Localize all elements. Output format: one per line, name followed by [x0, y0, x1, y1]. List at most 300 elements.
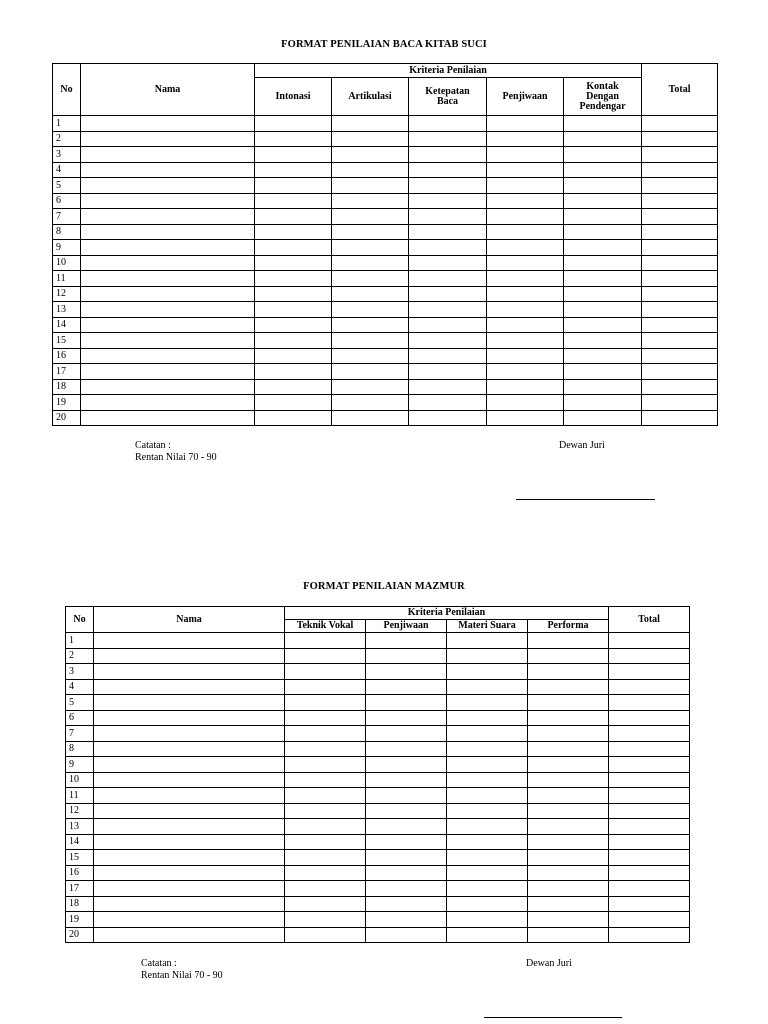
total-cell[interactable]: [642, 395, 718, 411]
name-cell[interactable]: [94, 741, 285, 757]
row-number: 1: [53, 116, 81, 132]
score-cell[interactable]: [332, 116, 409, 132]
score-cell[interactable]: [366, 803, 447, 819]
row-number: 11: [53, 271, 81, 287]
total-cell[interactable]: [642, 379, 718, 395]
score-cell[interactable]: [528, 648, 609, 664]
name-cell[interactable]: [81, 193, 255, 209]
score-cell[interactable]: [447, 633, 528, 649]
score-cell[interactable]: [285, 726, 366, 742]
score-cell[interactable]: [285, 881, 366, 897]
score-cell[interactable]: [447, 834, 528, 850]
score-cell[interactable]: [487, 224, 564, 240]
score-cell[interactable]: [366, 726, 447, 742]
score-cell[interactable]: [409, 364, 487, 380]
form1-note-label: Catatan :: [135, 440, 171, 451]
score-cell[interactable]: [332, 379, 409, 395]
total-cell[interactable]: [609, 927, 690, 943]
header-kriteria: Kriteria Penilaian: [285, 607, 609, 620]
total-cell[interactable]: [609, 648, 690, 664]
score-cell[interactable]: [366, 695, 447, 711]
table-row: [66, 633, 690, 649]
score-cell[interactable]: [409, 333, 487, 349]
score-cell[interactable]: [366, 664, 447, 680]
score-cell[interactable]: [366, 819, 447, 835]
score-cell[interactable]: [332, 348, 409, 364]
row-number: 14: [53, 317, 81, 333]
total-cell[interactable]: [642, 147, 718, 163]
total-cell[interactable]: [642, 193, 718, 209]
score-cell[interactable]: [564, 348, 642, 364]
total-cell[interactable]: [609, 741, 690, 757]
score-cell[interactable]: [255, 147, 332, 163]
table-row: [53, 255, 718, 271]
score-cell[interactable]: [487, 193, 564, 209]
total-cell[interactable]: [609, 757, 690, 773]
score-cell[interactable]: [447, 664, 528, 680]
score-cell[interactable]: [487, 286, 564, 302]
header-kriteria: Kriteria Penilaian: [255, 64, 642, 78]
score-cell[interactable]: [487, 333, 564, 349]
score-cell[interactable]: [255, 379, 332, 395]
score-cell[interactable]: [255, 395, 332, 411]
name-cell[interactable]: [81, 317, 255, 333]
table-row: [53, 286, 718, 302]
table-row: [66, 757, 690, 773]
score-cell[interactable]: [255, 209, 332, 225]
score-cell[interactable]: [487, 131, 564, 147]
score-cell[interactable]: [487, 178, 564, 194]
score-cell[interactable]: [447, 788, 528, 804]
score-cell[interactable]: [564, 255, 642, 271]
name-cell[interactable]: [94, 850, 285, 866]
table-row: [53, 395, 718, 411]
score-cell[interactable]: [564, 364, 642, 380]
score-cell[interactable]: [409, 271, 487, 287]
name-cell[interactable]: [81, 395, 255, 411]
total-cell[interactable]: [609, 865, 690, 881]
score-cell[interactable]: [255, 333, 332, 349]
score-cell[interactable]: [528, 819, 609, 835]
total-cell[interactable]: [609, 803, 690, 819]
score-cell[interactable]: [564, 178, 642, 194]
score-cell[interactable]: [409, 162, 487, 178]
score-cell[interactable]: [255, 178, 332, 194]
name-cell[interactable]: [94, 865, 285, 881]
score-cell[interactable]: [255, 193, 332, 209]
score-cell[interactable]: [487, 302, 564, 318]
score-cell[interactable]: [255, 302, 332, 318]
score-cell[interactable]: [255, 224, 332, 240]
score-cell[interactable]: [409, 379, 487, 395]
total-cell[interactable]: [642, 162, 718, 178]
score-cell[interactable]: [409, 131, 487, 147]
score-cell[interactable]: [487, 271, 564, 287]
score-cell[interactable]: [528, 927, 609, 943]
name-cell[interactable]: [94, 772, 285, 788]
score-cell[interactable]: [332, 224, 409, 240]
header-ketepatan-baca: Ketepatan Baca: [409, 78, 487, 116]
score-cell[interactable]: [564, 240, 642, 256]
score-cell[interactable]: [285, 834, 366, 850]
score-cell[interactable]: [409, 193, 487, 209]
score-cell[interactable]: [487, 255, 564, 271]
form2-note-label: Catatan :: [141, 958, 177, 969]
header-penjiwaan: Penjiwaan: [366, 620, 447, 633]
row-number: 10: [66, 772, 94, 788]
score-cell[interactable]: [285, 788, 366, 804]
score-cell[interactable]: [447, 819, 528, 835]
score-cell[interactable]: [447, 726, 528, 742]
score-cell[interactable]: [564, 395, 642, 411]
score-cell[interactable]: [366, 710, 447, 726]
name-cell[interactable]: [81, 286, 255, 302]
total-cell[interactable]: [642, 178, 718, 194]
total-cell[interactable]: [642, 302, 718, 318]
score-cell[interactable]: [487, 348, 564, 364]
table-row: [66, 788, 690, 804]
row-number: 6: [66, 710, 94, 726]
total-cell[interactable]: [642, 364, 718, 380]
score-cell[interactable]: [366, 757, 447, 773]
score-cell[interactable]: [487, 364, 564, 380]
score-cell[interactable]: [447, 757, 528, 773]
score-cell[interactable]: [285, 912, 366, 928]
total-cell[interactable]: [642, 333, 718, 349]
score-cell[interactable]: [285, 819, 366, 835]
total-cell[interactable]: [609, 912, 690, 928]
score-cell[interactable]: [366, 679, 447, 695]
total-cell[interactable]: [642, 271, 718, 287]
name-cell[interactable]: [94, 757, 285, 773]
row-number: 19: [66, 912, 94, 928]
total-cell[interactable]: [609, 664, 690, 680]
score-cell[interactable]: [528, 896, 609, 912]
score-cell[interactable]: [564, 333, 642, 349]
total-cell[interactable]: [609, 788, 690, 804]
score-cell[interactable]: [285, 896, 366, 912]
score-cell[interactable]: [528, 741, 609, 757]
score-cell[interactable]: [564, 302, 642, 318]
name-cell[interactable]: [94, 896, 285, 912]
score-cell[interactable]: [447, 772, 528, 788]
row-number: 18: [66, 896, 94, 912]
total-cell[interactable]: [609, 881, 690, 897]
score-cell[interactable]: [487, 116, 564, 132]
score-cell[interactable]: [285, 865, 366, 881]
score-cell[interactable]: [487, 240, 564, 256]
name-cell[interactable]: [81, 240, 255, 256]
score-cell[interactable]: [564, 379, 642, 395]
name-cell[interactable]: [81, 147, 255, 163]
row-number: 7: [53, 209, 81, 225]
total-cell[interactable]: [609, 896, 690, 912]
score-cell[interactable]: [255, 348, 332, 364]
score-cell[interactable]: [528, 679, 609, 695]
score-cell[interactable]: [487, 395, 564, 411]
score-cell[interactable]: [332, 240, 409, 256]
total-cell[interactable]: [609, 695, 690, 711]
score-cell[interactable]: [255, 410, 332, 426]
name-cell[interactable]: [94, 803, 285, 819]
score-cell[interactable]: [409, 286, 487, 302]
score-cell[interactable]: [332, 333, 409, 349]
row-number: 12: [53, 286, 81, 302]
total-cell[interactable]: [609, 850, 690, 866]
score-cell[interactable]: [332, 255, 409, 271]
name-cell[interactable]: [81, 348, 255, 364]
score-cell[interactable]: [528, 865, 609, 881]
total-cell[interactable]: [642, 240, 718, 256]
table-row: [66, 710, 690, 726]
row-number: 15: [53, 333, 81, 349]
score-cell[interactable]: [564, 286, 642, 302]
total-cell[interactable]: [609, 772, 690, 788]
score-cell[interactable]: [528, 788, 609, 804]
score-cell[interactable]: [255, 364, 332, 380]
score-cell[interactable]: [285, 664, 366, 680]
name-cell[interactable]: [94, 726, 285, 742]
score-cell[interactable]: [366, 741, 447, 757]
row-number: 17: [53, 364, 81, 380]
total-cell[interactable]: [609, 834, 690, 850]
score-cell[interactable]: [285, 679, 366, 695]
score-cell[interactable]: [255, 255, 332, 271]
name-cell[interactable]: [94, 834, 285, 850]
name-cell[interactable]: [94, 648, 285, 664]
header-teknik-vokal: Teknik Vokal: [285, 620, 366, 633]
name-cell[interactable]: [81, 364, 255, 380]
score-cell[interactable]: [528, 850, 609, 866]
score-cell[interactable]: [528, 834, 609, 850]
score-cell[interactable]: [409, 410, 487, 426]
row-number: 2: [66, 648, 94, 664]
score-cell[interactable]: [528, 633, 609, 649]
score-cell[interactable]: [564, 271, 642, 287]
score-cell[interactable]: [332, 286, 409, 302]
score-cell[interactable]: [332, 209, 409, 225]
row-number: 6: [53, 193, 81, 209]
score-cell[interactable]: [366, 865, 447, 881]
row-number: 3: [66, 664, 94, 680]
score-cell[interactable]: [487, 317, 564, 333]
score-cell[interactable]: [332, 131, 409, 147]
score-cell[interactable]: [409, 302, 487, 318]
score-cell[interactable]: [255, 162, 332, 178]
score-cell[interactable]: [409, 240, 487, 256]
row-number: 1: [66, 633, 94, 649]
score-cell[interactable]: [528, 695, 609, 711]
score-cell[interactable]: [528, 664, 609, 680]
name-cell[interactable]: [81, 209, 255, 225]
score-cell[interactable]: [564, 317, 642, 333]
score-cell[interactable]: [447, 881, 528, 897]
total-cell[interactable]: [642, 209, 718, 225]
header-nama: Nama: [81, 64, 255, 116]
name-cell[interactable]: [94, 912, 285, 928]
table-row: [66, 881, 690, 897]
score-cell[interactable]: [366, 912, 447, 928]
score-cell[interactable]: [366, 648, 447, 664]
score-cell[interactable]: [255, 271, 332, 287]
score-cell[interactable]: [366, 633, 447, 649]
name-cell[interactable]: [94, 664, 285, 680]
name-cell[interactable]: [81, 379, 255, 395]
table-row: [53, 116, 718, 132]
score-cell[interactable]: [255, 240, 332, 256]
name-cell[interactable]: [81, 271, 255, 287]
score-cell[interactable]: [487, 379, 564, 395]
score-cell[interactable]: [409, 147, 487, 163]
total-cell[interactable]: [609, 679, 690, 695]
name-cell[interactable]: [81, 333, 255, 349]
score-cell[interactable]: [409, 224, 487, 240]
name-cell[interactable]: [81, 302, 255, 318]
score-cell[interactable]: [409, 209, 487, 225]
score-cell[interactable]: [447, 896, 528, 912]
total-cell[interactable]: [642, 255, 718, 271]
score-cell[interactable]: [366, 834, 447, 850]
name-cell[interactable]: [81, 131, 255, 147]
score-cell[interactable]: [487, 162, 564, 178]
score-cell[interactable]: [255, 116, 332, 132]
score-cell[interactable]: [332, 395, 409, 411]
score-cell[interactable]: [447, 865, 528, 881]
form1-title: FORMAT PENILAIAN BACA KITAB SUCI: [281, 39, 487, 50]
score-cell[interactable]: [332, 193, 409, 209]
score-cell[interactable]: [366, 850, 447, 866]
score-cell[interactable]: [409, 116, 487, 132]
score-cell[interactable]: [366, 927, 447, 943]
score-cell[interactable]: [564, 193, 642, 209]
total-cell[interactable]: [642, 224, 718, 240]
name-cell[interactable]: [94, 819, 285, 835]
score-cell[interactable]: [285, 850, 366, 866]
score-cell[interactable]: [487, 410, 564, 426]
total-cell[interactable]: [609, 710, 690, 726]
name-cell[interactable]: [81, 178, 255, 194]
score-cell[interactable]: [528, 881, 609, 897]
total-cell[interactable]: [609, 726, 690, 742]
score-cell[interactable]: [409, 348, 487, 364]
score-cell[interactable]: [366, 881, 447, 897]
score-cell[interactable]: [366, 896, 447, 912]
score-cell[interactable]: [447, 803, 528, 819]
name-cell[interactable]: [94, 633, 285, 649]
score-cell[interactable]: [447, 912, 528, 928]
table-row: [53, 147, 718, 163]
score-cell[interactable]: [409, 317, 487, 333]
form2-title: FORMAT PENILAIAN MAZMUR: [303, 581, 465, 592]
score-cell[interactable]: [285, 757, 366, 773]
row-number: 3: [53, 147, 81, 163]
score-cell[interactable]: [255, 317, 332, 333]
score-cell[interactable]: [332, 410, 409, 426]
score-cell[interactable]: [366, 772, 447, 788]
score-cell[interactable]: [285, 648, 366, 664]
name-cell[interactable]: [81, 224, 255, 240]
score-cell[interactable]: [409, 395, 487, 411]
score-cell[interactable]: [332, 162, 409, 178]
score-cell[interactable]: [528, 912, 609, 928]
score-cell[interactable]: [564, 116, 642, 132]
row-number: 4: [66, 679, 94, 695]
name-cell[interactable]: [94, 695, 285, 711]
score-cell[interactable]: [487, 147, 564, 163]
score-cell[interactable]: [447, 695, 528, 711]
score-cell[interactable]: [447, 927, 528, 943]
score-cell[interactable]: [564, 209, 642, 225]
score-cell[interactable]: [564, 131, 642, 147]
score-cell[interactable]: [528, 710, 609, 726]
total-cell[interactable]: [642, 348, 718, 364]
score-cell[interactable]: [255, 131, 332, 147]
score-cell[interactable]: [487, 209, 564, 225]
score-cell[interactable]: [447, 710, 528, 726]
score-cell[interactable]: [332, 317, 409, 333]
score-cell[interactable]: [332, 178, 409, 194]
table-row: [53, 162, 718, 178]
name-cell[interactable]: [94, 679, 285, 695]
score-cell[interactable]: [285, 741, 366, 757]
total-cell[interactable]: [609, 819, 690, 835]
score-cell[interactable]: [332, 271, 409, 287]
total-cell[interactable]: [642, 286, 718, 302]
score-cell[interactable]: [528, 772, 609, 788]
score-cell[interactable]: [528, 757, 609, 773]
score-cell[interactable]: [528, 803, 609, 819]
total-cell[interactable]: [642, 131, 718, 147]
name-cell[interactable]: [81, 410, 255, 426]
score-cell[interactable]: [332, 147, 409, 163]
row-number: 20: [53, 410, 81, 426]
name-cell[interactable]: [81, 116, 255, 132]
score-cell[interactable]: [285, 695, 366, 711]
score-cell[interactable]: [564, 224, 642, 240]
score-cell[interactable]: [409, 178, 487, 194]
score-cell[interactable]: [285, 633, 366, 649]
score-cell[interactable]: [366, 788, 447, 804]
score-cell[interactable]: [285, 927, 366, 943]
score-cell[interactable]: [447, 679, 528, 695]
name-cell[interactable]: [94, 927, 285, 943]
score-cell[interactable]: [447, 741, 528, 757]
total-cell[interactable]: [642, 317, 718, 333]
total-cell[interactable]: [642, 116, 718, 132]
name-cell[interactable]: [94, 788, 285, 804]
total-cell[interactable]: [642, 410, 718, 426]
score-cell[interactable]: [332, 364, 409, 380]
name-cell[interactable]: [94, 881, 285, 897]
score-cell[interactable]: [255, 286, 332, 302]
name-cell[interactable]: [94, 710, 285, 726]
score-cell[interactable]: [564, 162, 642, 178]
row-number: 11: [66, 788, 94, 804]
name-cell[interactable]: [81, 255, 255, 271]
score-cell[interactable]: [447, 850, 528, 866]
name-cell[interactable]: [81, 162, 255, 178]
score-cell[interactable]: [447, 648, 528, 664]
score-cell[interactable]: [285, 803, 366, 819]
score-cell[interactable]: [285, 710, 366, 726]
score-cell[interactable]: [564, 410, 642, 426]
score-cell[interactable]: [409, 255, 487, 271]
score-cell[interactable]: [564, 147, 642, 163]
score-cell[interactable]: [332, 302, 409, 318]
score-cell[interactable]: [285, 772, 366, 788]
total-cell[interactable]: [609, 633, 690, 649]
score-cell[interactable]: [528, 726, 609, 742]
